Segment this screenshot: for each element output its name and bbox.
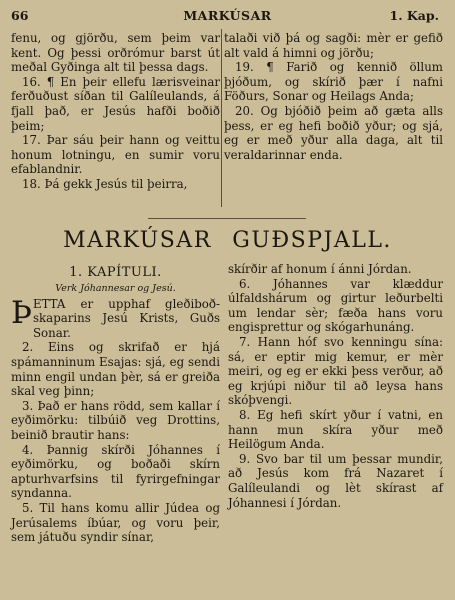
verse-18: 18. Þá gekk Jesús til þeirra,	[22, 176, 188, 191]
top-left-column	[11, 31, 220, 192]
drop-cap: Þ	[11, 294, 32, 331]
verse-20: 20. Og bjóðið þeim að gæta alls þess, er eg hefi boðið yður; og sjá, eg er með yður alla daga, alt til veraldarinnar enda.	[224, 103, 443, 162]
verse-17: 17. Þar sáu þeir hann og veittu honum lotningu, en sumir voru efablandnir.	[11, 133, 220, 177]
verse-2: 2. Eins og skrifað er hjá spámanninum Esajas: sjá, eg sendi minn engil undan þèr, sá er greiða skal veg þinn;	[11, 340, 220, 399]
chapter-marker: 1. Kap.	[389, 8, 439, 23]
verse-19: 19. ¶ Farið og kennið öllum þjóðum, og skírið þær í nafni Föðurs, Sonar og Heilags Anda;	[224, 60, 443, 104]
bottom-right-column	[228, 262, 443, 510]
chapter-subtitle: Verk Jóhannesar og Jesú.	[55, 282, 176, 294]
paragraph: fenu, og gjörðu, sem þeim var kent. Og þessi orðrómur barst út meðal Gyðinga alt til þessa dags.	[11, 31, 220, 75]
verse-1-text: ETTA er upphaf gleðiboðskaparins Jesú Krists, Guðs Sonar.	[32, 296, 220, 340]
top-right-column	[224, 31, 443, 162]
chapter-heading: 1. KAPÍTULI.	[69, 265, 162, 280]
verse-7: 7. Hann hóf svo kenningu sína: sá, er eptir mig kemur, er mèr meiri, og eg er ekki þess verður, að eg krjúpi niður til að leysa hans skóþvengi.	[228, 334, 443, 408]
paragraph: skírðir af honum í ánni Jórdan.	[228, 262, 412, 276]
verse-5: 5. Til hans komu allir Júdea og Jerúsalems íbúar, og voru þeir, sem játuðu syndir sínar,	[11, 500, 220, 545]
paragraph: talaði við þá og sagði: mèr er gefið alt vald á himni og jörðu;	[224, 31, 443, 60]
book-title: MARKÚSAR GUÐSPJALL.	[63, 228, 392, 253]
verse-9: 9. Svo bar til um þessar mundir, að Jesús kom frá Nazaret í Galíleulandi og lèt skírast af Jóhannesi í Jórdan.	[228, 451, 443, 510]
verse-8: 8. Eg hefi skírt yður í vatni, en hann mun skíra yður með Heilögum Anda.	[228, 407, 443, 452]
verse-16: 16. ¶ En þeir ellefu lærisveinar ferðuðust síðan til Galíleulands, á fjall það, er Jesús hafði boðið þeim;	[11, 74, 220, 133]
running-title: MARKÚSAR	[183, 8, 272, 23]
verse-1	[11, 294, 220, 341]
verse-6: 6. Jóhannes var klæddur úlfaldshárum og girtur leðurbelti um lendar sèr; fæða hans voru engisprettur og skógarhunáng.	[228, 276, 443, 335]
verse-3: 3. Það er hans rödd, sem kallar í eyðimörku: tilbúið veg Drottins, beinið brautir hans:	[11, 398, 220, 442]
page-number: 66	[11, 8, 29, 23]
verse-4: 4. Þannig skírði Jóhannes í eyðimörku, og boðaði skírn apturhvarfsins til fyrirgefningar syndanna.	[11, 442, 220, 501]
running-header	[0, 8, 455, 24]
section-rule	[148, 218, 306, 219]
column-divider	[221, 29, 222, 207]
bottom-left-column	[11, 262, 220, 545]
